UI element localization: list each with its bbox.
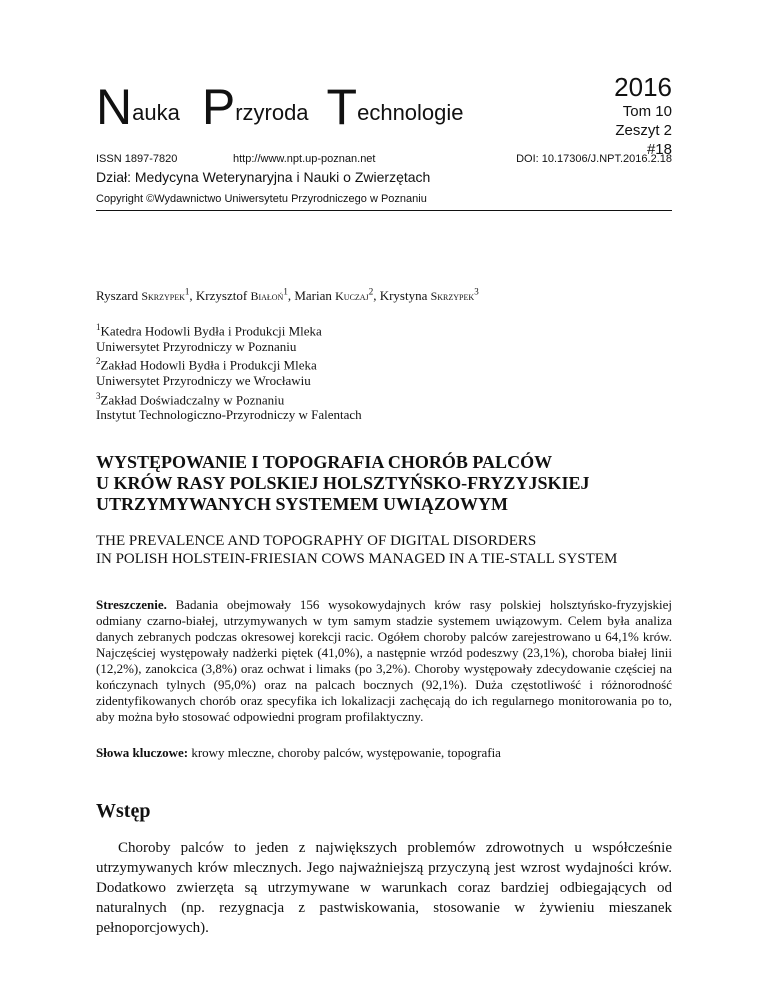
journal-title-word-3: Technologie: [326, 79, 464, 135]
keywords-label: Słowa kluczowe:: [96, 745, 189, 760]
journal-section: Dział: Medycyna Weterynaryjna i Nauki o Zwierzętach: [96, 169, 431, 185]
issue-volume: Tom 10: [622, 103, 672, 120]
author-list: [96, 287, 479, 304]
issue-number: Zeszyt 2: [615, 122, 672, 139]
journal-title: [96, 79, 464, 135]
abstract-label: Streszczenie.: [96, 597, 167, 612]
issue-year: 2016: [614, 72, 672, 102]
journal-header: [96, 62, 672, 232]
section-heading-intro: Wstęp: [96, 800, 151, 822]
copyright: Copyright ©Wydawnictwo Uniwersytetu Przyrodniczego w Poznaniu: [96, 193, 427, 205]
article-number: #18: [646, 141, 672, 158]
affiliation-line: Uniwersytet Przyrodniczy w Poznaniu: [96, 338, 297, 354]
abstract-text: Badania obejmowały 156 wysokowydajnych krów rasy polskiej holsztyńsko-fryzyjskiej odmiany czarno-białej, utrzymywanych w tym samym stadzie systemem uwiązowym. Celem była analiza danych zebranych podczas okresowej korekcji racic. Ogółem choroby palców zarejestrowano u 64,1% krów. Najczęściej występowały nadżerki piętek (41,0%), a następnie wrzód podeszwy (23,1%), choroba białej linii (12,2%), zanokcica (3,8%) oraz ochwat i limaks (po 3,2%). Choroby występowały zdecydowanie częściej na kończynach tylnych (95,0%) oraz na palcach bocznych (92,1%). Duża częstotliwość i różnorodność zidentyfikowanych chorób oraz specyfika ich lokalizacji zachęcają do ich regularnego monitorowania po to, aby można było stosować odpowiedni program profilaktyczny.: [96, 597, 673, 724]
affiliation-line: $^2$Zakład Hodowli Bydła i Produkcji Mleka: [96, 356, 317, 373]
author: Marian Kuczaj$^2$,: [294, 287, 380, 304]
affiliation-line: $^3$Zakład Doświadczalny w Poznaniu: [96, 390, 285, 407]
issn: ISSN 1897-7820: [96, 153, 178, 165]
keywords: [96, 745, 501, 761]
title-line: U KRÓW RASY POLSKIEJ HOLSZTYŃSKO-FRYZYJSKIEJ: [96, 473, 590, 493]
keywords-text: krowy mleczne, choroby palców, występowanie, topografia: [191, 745, 501, 760]
title-line: THE PREVALENCE AND TOPOGRAPHY OF DIGITAL DISORDERS: [96, 533, 537, 549]
title-line: WYSTĘPOWANIE I TOPOGRAFIA CHORÓB PALCÓW: [96, 452, 553, 472]
author: Krzysztof Białoń$^1$,: [195, 287, 295, 304]
issue-info: [614, 72, 672, 159]
journal-title-word-2: Przyroda: [201, 79, 309, 135]
title-line: UTRZYMYWANYCH SYSTEMEM UWIĄZOWYM: [96, 494, 509, 514]
affiliation-line: Uniwersytet Przyrodniczy we Wrocławiu: [96, 373, 311, 389]
abstract: [96, 597, 672, 725]
journal-url-link[interactable]: http://www.npt.up-poznan.net: [233, 153, 376, 165]
journal-title-word-1: Nauka: [96, 79, 180, 135]
author: Ryszard Skrzypek$^1$,: [96, 287, 196, 304]
affiliation-line: Instytut Technologiczno-Przyrodniczy w Falentach: [96, 407, 362, 423]
title-line: IN POLISH HOLSTEIN-FRIESIAN COWS MANAGED IN A TIE-STALL SYSTEM: [96, 551, 618, 567]
header-divider: [96, 210, 672, 211]
article-title-en: [96, 532, 672, 568]
affiliation-line: $^1$Katedra Hodowli Bydła i Produkcji Mleka: [96, 322, 322, 339]
author: Krystyna Skrzypek$^3$: [379, 287, 479, 304]
affiliations: [96, 320, 362, 423]
intro-paragraph: Choroby palców to jeden z największych problemów zdrowotnych u współcześnie utrzymywanych krów mlecznych. Jego najważniejszą przyczyną jest wzrost wydajności krów. Dodatkowo zwierzęta są utrzymywane w warunkach coraz bardziej odbiegających od naturalnych (np. rezygnacja z pastwiskowania, stosowanie w żywieniu mieszanek pełnoporcjowych).: [96, 840, 672, 936]
doi: DOI: 10.17306/J.NPT.2016.2.18: [516, 153, 672, 165]
article-title-pl: [96, 452, 672, 515]
